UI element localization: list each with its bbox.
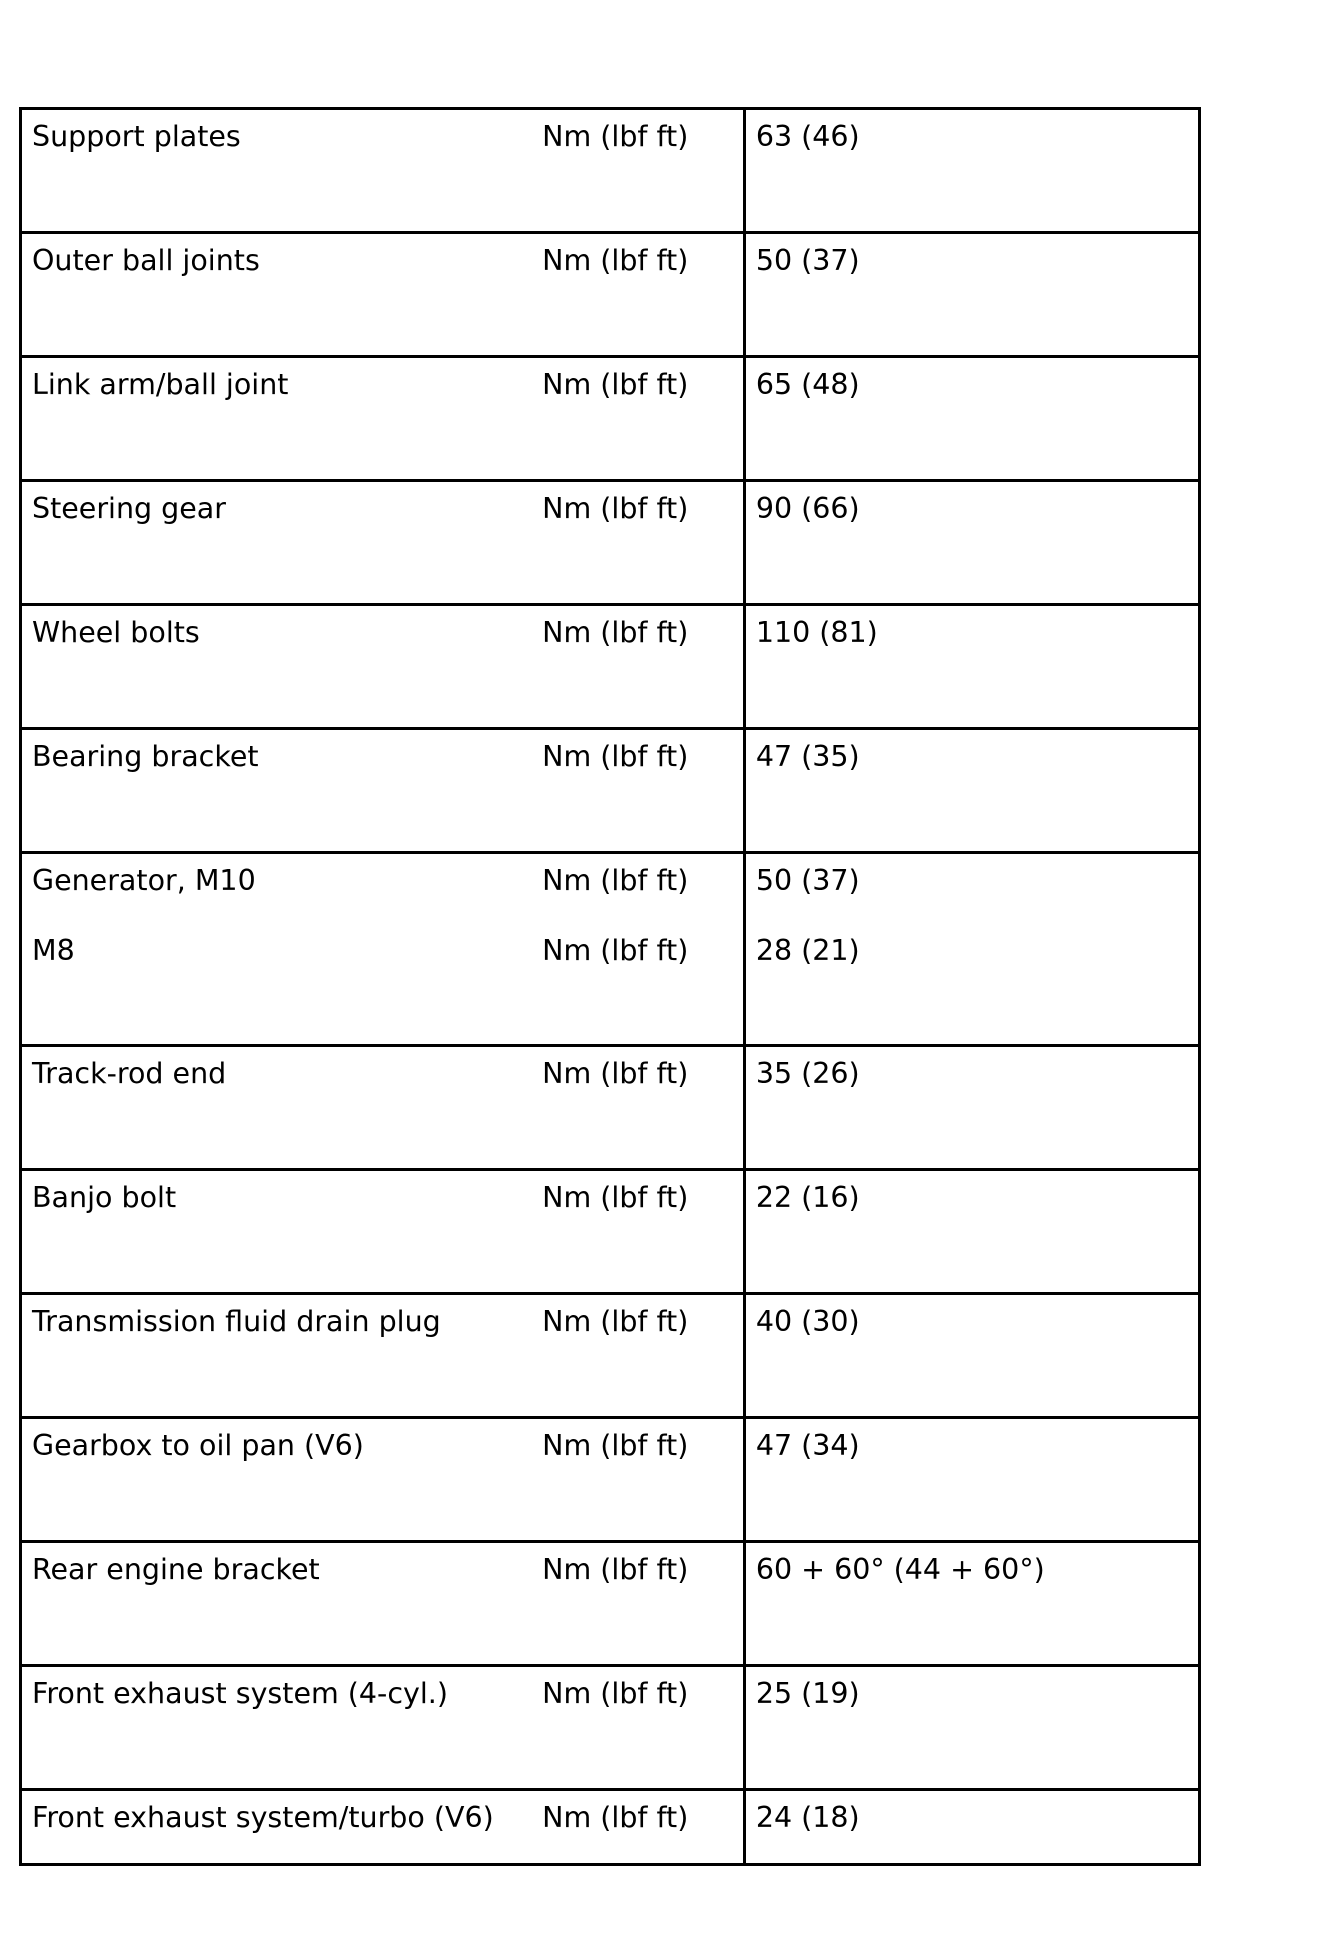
description-cell — [21, 1170, 745, 1294]
table-row — [21, 1418, 1200, 1542]
torque-unit: Nm (lbf ft) — [542, 1553, 689, 1586]
table-row — [21, 357, 1200, 481]
table-row — [21, 109, 1200, 233]
component-description: Steering gear — [32, 492, 226, 525]
table-row — [21, 1294, 1200, 1418]
spec-line — [22, 934, 743, 968]
value-cell — [744, 729, 1199, 853]
description-cell — [21, 1790, 745, 1865]
component-description: Link arm/ball joint — [32, 368, 289, 401]
torque-value: 60 + 60° (44 + 60°) — [755, 1553, 1045, 1586]
torque-unit: Nm (lbf ft) — [542, 934, 689, 967]
torque-value: 28 (21) — [755, 934, 860, 967]
table-row — [21, 853, 1200, 1046]
value-cell — [744, 1046, 1199, 1170]
description-cell — [21, 481, 745, 605]
torque-unit: Nm (lbf ft) — [542, 864, 689, 897]
spec-line — [22, 1057, 743, 1091]
component-description: Banjo bolt — [32, 1181, 177, 1214]
value-cell — [744, 1170, 1199, 1294]
description-cell — [21, 1294, 745, 1418]
torque-unit: Nm (lbf ft) — [542, 120, 689, 153]
spec-line — [22, 864, 743, 898]
spec-line — [22, 1181, 743, 1215]
component-description: Support plates — [32, 120, 241, 153]
spec-line — [22, 1429, 743, 1463]
torque-value: 47 (35) — [755, 740, 860, 773]
value-cell — [744, 605, 1199, 729]
torque-unit: Nm (lbf ft) — [542, 1057, 689, 1090]
spec-line — [22, 120, 743, 154]
component-description: Bearing bracket — [32, 740, 259, 773]
table-row — [21, 1542, 1200, 1666]
value-cell — [744, 233, 1199, 357]
torque-value: 63 (46) — [755, 120, 860, 153]
torque-value: 24 (18) — [755, 1801, 860, 1834]
torque-unit: Nm (lbf ft) — [542, 740, 689, 773]
component-description: Track-rod end — [32, 1057, 227, 1090]
spec-line — [22, 616, 743, 650]
torque-value: 65 (48) — [755, 368, 860, 401]
torque-specification-table — [19, 107, 1201, 1866]
torque-unit: Nm (lbf ft) — [542, 1801, 689, 1834]
table-row — [21, 729, 1200, 853]
value-cell — [744, 109, 1199, 233]
torque-value: 40 (30) — [755, 1305, 860, 1338]
torque-value: 47 (34) — [755, 1429, 860, 1462]
spec-line — [22, 740, 743, 774]
torque-value: 90 (66) — [755, 492, 860, 525]
torque-value: 25 (19) — [755, 1677, 860, 1710]
torque-unit: Nm (lbf ft) — [542, 244, 689, 277]
spec-line — [22, 244, 743, 278]
torque-unit: Nm (lbf ft) — [542, 1305, 689, 1338]
torque-value: 50 (37) — [755, 864, 860, 897]
value-cell — [744, 357, 1199, 481]
component-description: Rear engine bracket — [32, 1553, 320, 1586]
table-row — [21, 1790, 1200, 1865]
value-cell — [744, 1666, 1199, 1790]
torque-unit: Nm (lbf ft) — [542, 616, 689, 649]
value-cell — [744, 1294, 1199, 1418]
torque-unit: Nm (lbf ft) — [542, 1181, 689, 1214]
spec-line — [22, 1553, 743, 1587]
spec-line — [22, 1677, 743, 1711]
table-row — [21, 233, 1200, 357]
value-cell — [744, 1790, 1199, 1865]
table-row — [21, 1046, 1200, 1170]
description-cell — [21, 729, 745, 853]
torque-unit: Nm (lbf ft) — [542, 368, 689, 401]
torque-value: 22 (16) — [755, 1181, 860, 1214]
torque-unit: Nm (lbf ft) — [542, 492, 689, 525]
description-cell — [21, 853, 745, 1046]
value-cell — [744, 1542, 1199, 1666]
component-description: Transmission fluid drain plug — [32, 1305, 441, 1338]
component-description: M8 — [32, 934, 75, 967]
spec-line — [22, 1305, 743, 1339]
torque-value: 35 (26) — [755, 1057, 860, 1090]
component-description: Outer ball joints — [32, 244, 260, 277]
value-cell — [744, 853, 1199, 1046]
description-cell — [21, 605, 745, 729]
description-cell — [21, 357, 745, 481]
torque-value: 50 (37) — [755, 244, 860, 277]
description-cell — [21, 1046, 745, 1170]
torque-table-body — [21, 109, 1200, 1865]
description-cell — [21, 1666, 745, 1790]
table-row — [21, 605, 1200, 729]
component-description: Wheel bolts — [32, 616, 200, 649]
table-row — [21, 1170, 1200, 1294]
component-description: Front exhaust system/turbo (V6) — [32, 1801, 494, 1834]
torque-value: 110 (81) — [755, 616, 878, 649]
component-description: Gearbox to oil pan (V6) — [32, 1429, 364, 1462]
component-description: Front exhaust system (4-cyl.) — [32, 1677, 448, 1710]
table-row — [21, 1666, 1200, 1790]
spec-line — [22, 1801, 743, 1835]
component-description: Generator, M10 — [32, 864, 256, 897]
description-cell — [21, 1542, 745, 1666]
spec-line — [22, 492, 743, 526]
description-cell — [21, 233, 745, 357]
description-cell — [21, 109, 745, 233]
torque-unit: Nm (lbf ft) — [542, 1677, 689, 1710]
value-cell — [744, 481, 1199, 605]
value-cell — [744, 1418, 1199, 1542]
torque-unit: Nm (lbf ft) — [542, 1429, 689, 1462]
description-cell — [21, 1418, 745, 1542]
table-row — [21, 481, 1200, 605]
spec-line — [22, 368, 743, 402]
